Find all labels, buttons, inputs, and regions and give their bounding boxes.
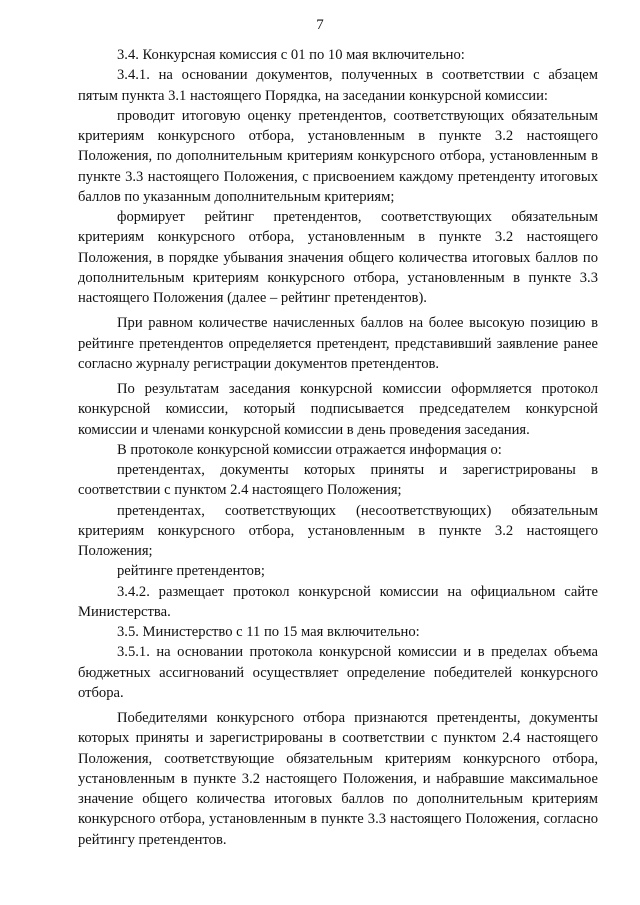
list-item-compliant-applicants: претендентах, соответствующих (несоответствующих) обязательным критериям конкурсного отбора, установленным в пункте 3.2 настоящего Положения; bbox=[78, 502, 598, 559]
list-item-registered-applicants: претендентах, документы которых приняты и зарегистрированы в соответствии с пунктом 2.4 настоящего Положения; bbox=[78, 462, 598, 499]
paragraph-protocol: По результатам заседания конкурсной комиссии оформляется протокол конкурсной комиссии, который подписывается председателем конкурсной комиссии и членами конкурсной комиссии в день проведения заседания. bbox=[78, 381, 598, 438]
paragraph-3-4: 3.4. Конкурсная комиссия с 01 по 10 мая включительно: bbox=[117, 47, 465, 63]
paragraph-rating: формирует рейтинг претендентов, соответствующих обязательным критериям конкурсного отбора, установленным в пункте 3.2 настоящего Положения, в порядке убывания значения общего количества итоговых баллов по дополнительным критериям конкурсного отбора, установленным в пункте 3.3 настоящего Положения (далее – рейтинг претендентов). bbox=[78, 209, 598, 306]
paragraph-final-assessment: проводит итоговую оценку претендентов, соответствующих обязательным критериям конкурсного отбора, установленным в пункте 3.2 настоящего Положения, по дополнительным критериям конкурсного отбора, установленным в пункте 3.3 настоящего Положения, с присвоением каждому претенденту итоговых баллов по указанным дополнительным критериям; bbox=[78, 107, 598, 205]
paragraph-3-5: 3.5. Министерство с 11 по 15 мая включительно: bbox=[117, 624, 420, 640]
page-number: 7 bbox=[316, 17, 324, 33]
paragraph-equal-points: При равном количестве начисленных баллов на более высокую позицию в рейтинге претендентов определяется претендент, представивший заявление ранее согласно журналу регистрации документов претендентов. bbox=[78, 315, 598, 372]
paragraph-3-5-1: 3.5.1. на основании протокола конкурсной комиссии и в пределах объема бюджетных ассигнований осуществляет определение победителей конкурсного отбора. bbox=[78, 644, 598, 701]
list-item-applicant-rating: рейтинге претендентов; bbox=[117, 563, 265, 580]
paragraph-winners: Победителями конкурсного отбора признаются претенденты, документы которых приняты и зарегистрированы в соответствии с пунктом 2.4 настоящего Положения, соответствующие обязательным критериям конкурсного отбора, установленным в пункте 3.2 настоящего Положения, и набравшие максимальное значение общего количества итоговых баллов по дополнительным критериям конкурсного отбора, установленным в пункте 3.3 настоящего Положения, согласно рейтингу претендентов. bbox=[78, 710, 598, 848]
paragraph-3-4-1: 3.4.1. на основании документов, полученных в соответствии с абзацем пятым пункта 3.1 настоящего Порядка, на заседании конкурсной комиссии: bbox=[78, 67, 598, 104]
paragraph-3-4-2: 3.4.2. размещает протокол конкурсной комиссии на официальном сайте Министерства. bbox=[78, 583, 598, 620]
document-body bbox=[78, 45, 598, 850]
paragraph-protocol-contents: В протоколе конкурсной комиссии отражается информация о: bbox=[117, 441, 502, 458]
